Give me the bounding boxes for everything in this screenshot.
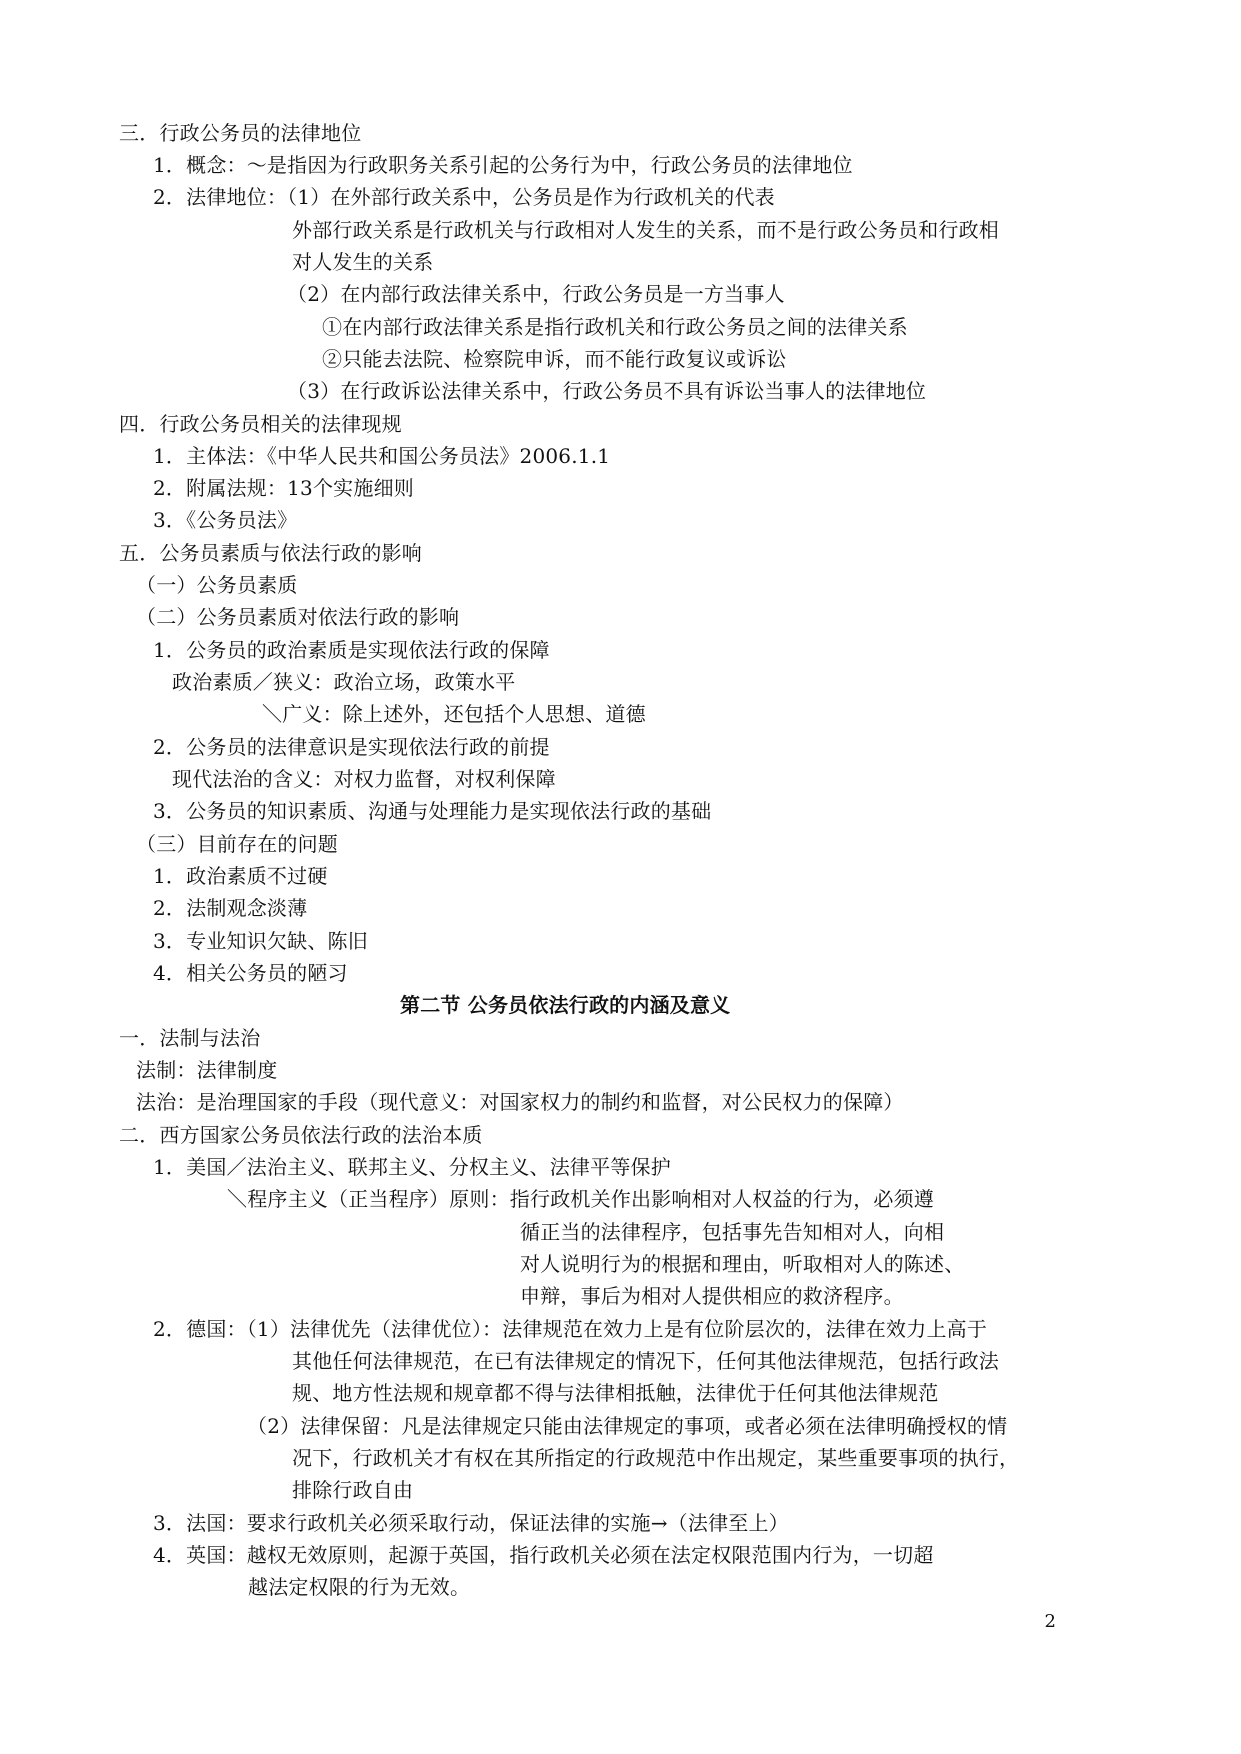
text-line: 3．公务员的知识素质、沟通与处理能力是实现依法行政的基础 (153, 799, 712, 823)
text-line: 现代法治的含义：对权力监督，对权利保障 (172, 767, 556, 791)
text-line: （2）法律保留：凡是法律规定只能由法律规定的事项，或者必须在法律明确授权的情 (247, 1414, 1008, 1438)
text-line: 越法定权限的行为无效。 (248, 1575, 471, 1599)
section-heading-5: 五．公务员素质与依法行政的影响 (119, 541, 422, 565)
page-number: 2 (1044, 1611, 1056, 1632)
text-line: 1．主体法：《中华人民共和国公务员法》2006.1.1 (153, 444, 611, 468)
text-line: 法治：是治理国家的手段（现代意义：对国家权力的制约和监督，对公民权力的保障） (136, 1090, 904, 1114)
subsection-heading: （三）目前存在的问题 (136, 832, 338, 856)
text-line: 2．法制观念淡薄 (153, 896, 308, 920)
text-line: ＼广义：除上述外，还包括个人思想、道德 (262, 702, 646, 726)
text-line: 2．公务员的法律意识是实现依法行政的前提 (153, 735, 550, 759)
text-line: 4．英国：越权无效原则，起源于英国，指行政机关必须在法定权限范围内行为，一切超 (153, 1543, 934, 1567)
text-line: 法制：法律制度 (136, 1058, 278, 1082)
text-line: 3．法国：要求行政机关必须采取行动，保证法律的实施→（法律至上） (153, 1511, 789, 1535)
text-line: 对人发生的关系 (292, 250, 434, 274)
text-line: 2．附属法规：13个实施细则 (153, 476, 414, 500)
text-line: 排除行政自由 (292, 1478, 414, 1502)
text-line: 4．相关公务员的陋习 (153, 961, 348, 985)
text-line: 2．法律地位：（1）在外部行政关系中，公务员是作为行政机关的代表 (153, 185, 775, 209)
text-line: 1．概念：～是指因为行政职务关系引起的公务行为中，行政公务员的法律地位 (153, 153, 853, 177)
text-line: 3．专业知识欠缺、陈旧 (153, 929, 368, 953)
text-line: 规、地方性法规和规章都不得与法律相抵触，法律优于任何其他法律规范 (292, 1381, 939, 1405)
section-heading-4: 四．行政公务员相关的法律现规 (119, 412, 402, 436)
text-line: 1．公务员的政治素质是实现依法行政的保障 (153, 638, 550, 662)
text-line: 1．美国／法治主义、联邦主义、分权主义、法律平等保护 (153, 1155, 671, 1179)
text-line: 1．政治素质不过硬 (153, 864, 328, 888)
text-line: 外部行政关系是行政机关与行政相对人发生的关系，而不是行政公务员和行政相 (292, 218, 999, 242)
subsection-heading: （二）公务员素质对依法行政的影响 (136, 605, 460, 629)
text-line: 循正当的法律程序，包括事先告知相对人，向相 (520, 1220, 945, 1244)
chapter-section-title: 第二节 公务员依法行政的内涵及意义 (400, 993, 731, 1017)
text-line: （2）在内部行政法律关系中，行政公务员是一方当事人 (287, 282, 785, 306)
section-heading-3: 三．行政公务员的法律地位 (119, 121, 362, 145)
text-line: 况下，行政机关才有权在其所指定的行政规范中作出规定，某些重要事项的执行， (292, 1446, 1020, 1470)
text-line: ②只能去法院、检察院申诉，而不能行政复议或诉讼 (322, 347, 787, 371)
text-line: ①在内部行政法律关系是指行政机关和行政公务员之间的法律关系 (322, 315, 908, 339)
text-line: ＼程序主义（正当程序）原则：指行政机关作出影响相对人权益的行为，必须遵 (227, 1187, 934, 1211)
text-line: 政治素质／狭义：政治立场，政策水平 (172, 670, 516, 694)
text-line: 其他任何法律规范，在已有法律规定的情况下，任何其他法律规范，包括行政法 (292, 1349, 999, 1373)
section-heading-1: 一．法制与法治 (119, 1026, 261, 1050)
text-line: 对人说明行为的根据和理由，听取相对人的陈述、 (520, 1252, 965, 1276)
section-heading-2: 二．西方国家公务员依法行政的法治本质 (119, 1123, 483, 1147)
text-line: 3．《公务员法》 (153, 508, 298, 532)
subsection-heading: （一）公务员素质 (136, 573, 298, 597)
text-line: 申辩，事后为相对人提供相应的救济程序。 (520, 1284, 904, 1308)
text-line: 2．德国：（1）法律优先（法律优位）：法律规范在效力上是有位阶层次的，法律在效力上高于 (153, 1317, 988, 1341)
text-line: （3）在行政诉讼法律关系中，行政公务员不具有诉讼当事人的法律地位 (287, 379, 927, 403)
